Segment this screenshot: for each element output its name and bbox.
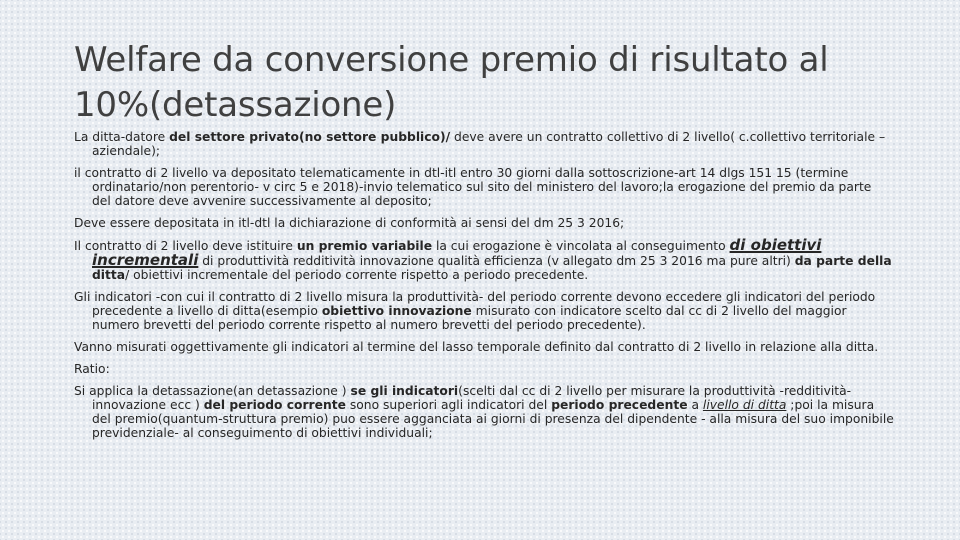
- text: / obiettivi incrementale del periodo corrente rispetto a periodo precedente.: [125, 268, 589, 282]
- text: di produttività redditività innovazione qualità efficienza (v allegato dm 25 3 2016 ma pure altri): [198, 254, 795, 268]
- text: La ditta-datore: [74, 130, 170, 144]
- text: la cui erogazione è vincolata al conseguimento: [432, 239, 730, 253]
- bold-text: un premio variabile: [296, 239, 433, 253]
- bold-text: periodo precedente: [551, 398, 688, 412]
- slide-body: [74, 130, 894, 448]
- text: deve avere un contratto collettivo di 2 livello( c.collettivo territoriale –aziendale);: [92, 130, 886, 158]
- text: Si applica la detassazione(an detassazione ): [74, 384, 351, 398]
- bold-text: del settore privato(no settore pubblico)/: [169, 130, 451, 144]
- text: ;poi la misura del premio(quantum-struttura premio) puo essere agganciata ai giorni di presenza del dipendente - alla misura del suo imponibile previdenziale- al conseguimento di obiettivi individuali;: [92, 398, 894, 440]
- paragraph-deposito: il contratto di 2 livello va depositato telematicamente in dtl-itl entro 30 giorni dalla sottoscrizione-art 14 dlgs 151 15 (termine ordinatario/non perentorio- v circ 5 e 2018)-invio telematico sul sito del ministero del lavoro;la erogazione del premio da parte del datore deve avvenire successivamente al deposito;: [74, 166, 872, 208]
- paragraph-indicatori: [74, 290, 894, 332]
- paragraph-misurazione: Vanno misurati oggettivamente gli indicatori al termine del lasso temporale definito dal contratto di 2 livello in relazione alla ditta.: [74, 340, 879, 354]
- paragraph-dichiarazione: Deve essere depositata in itl-dtl la dichiarazione di conformità ai sensi del dm 25 3 2016;: [74, 216, 625, 230]
- text: a: [687, 398, 703, 412]
- text: Gli indicatori -con cui il contratto di 2 livello misura la produttività- del periodo corrente devono eccedere gli indicatori del periodo precedente a livello di ditta(esempio: [74, 290, 876, 318]
- paragraph-premio-variabile: [74, 238, 894, 282]
- bold-text: da parte della ditta: [92, 254, 892, 282]
- bold-text: del periodo corrente: [203, 398, 346, 412]
- paragraph-detassazione: [74, 384, 894, 440]
- bold-text: se gli indicatori: [350, 384, 459, 398]
- text: misurato con indicatore scelto dal cc di 2 livello del maggior numero brevetti del periodo corrente rispetto al numero brevetti del periodo precedente).: [92, 304, 847, 332]
- text: sono superiori agli indicatori del: [345, 398, 552, 412]
- emphasis-text: di obiettivi incrementali: [92, 236, 822, 269]
- text: (scelti dal cc di 2 livello per misurare la produttività -redditività- innovazione ecc ): [92, 384, 852, 412]
- underlined-italic-text: livello di ditta: [702, 398, 787, 412]
- paragraph-ratio: Ratio:: [74, 362, 110, 376]
- text: Il contratto di 2 livello deve istituire: [74, 239, 297, 253]
- paragraph-datore: [74, 130, 894, 158]
- slide-title: Welfare da conversione premio di risultato al 10%(detassazione): [74, 40, 829, 125]
- bold-text: obiettivo innovazione: [321, 304, 472, 318]
